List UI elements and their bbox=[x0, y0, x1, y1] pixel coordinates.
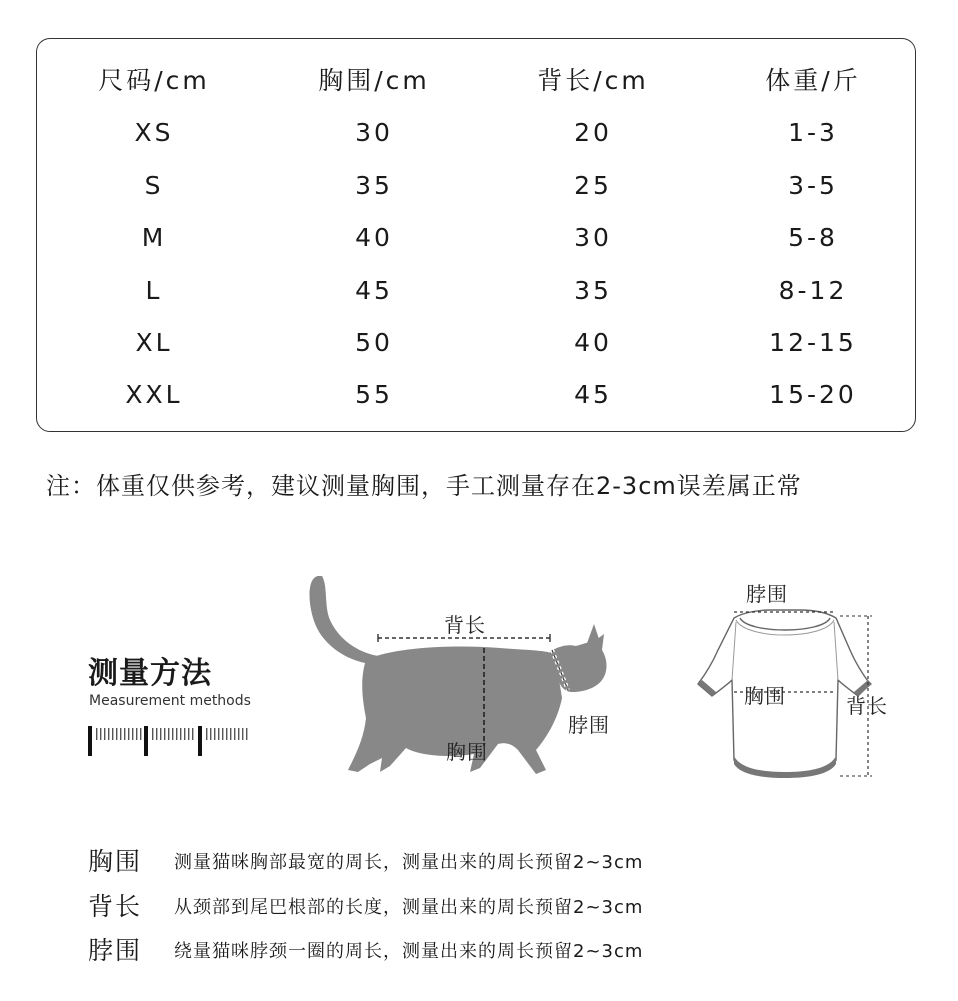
definition-term: 脖围 bbox=[88, 936, 143, 965]
shirt-chest-label: 胸围 bbox=[744, 684, 786, 708]
cat-neck-label: 脖围 bbox=[568, 713, 610, 737]
table-cell: XXL bbox=[125, 380, 183, 409]
definition-text: 测量猫咪胸部最宽的周长，测量出来的周长预留2~3cm bbox=[174, 852, 644, 873]
header-weight: 体重/斤 bbox=[765, 66, 861, 95]
definition-text: 绕量猫咪脖颈一圈的周长，测量出来的周长预留2~3cm bbox=[174, 941, 644, 962]
table-cell: 20 bbox=[574, 118, 612, 147]
table-cell: L bbox=[145, 276, 163, 305]
definition-text: 从颈部到尾巴根部的长度，测量出来的周长预留2~3cm bbox=[174, 897, 644, 918]
table-cell: 30 bbox=[355, 118, 393, 147]
table-cell: 25 bbox=[574, 171, 612, 200]
table-cell: 45 bbox=[574, 380, 612, 409]
table-cell: 55 bbox=[355, 380, 393, 409]
ruler-icon bbox=[88, 720, 252, 758]
shirt-back-length-label: 背长 bbox=[846, 694, 888, 718]
table-cell: XS bbox=[134, 118, 174, 147]
shirt-neck-label: 脖围 bbox=[746, 582, 788, 606]
table-cell: 3-5 bbox=[788, 171, 838, 200]
definition-term: 胸围 bbox=[88, 847, 143, 876]
cat-chest-label: 胸围 bbox=[446, 740, 488, 764]
table-cell: XL bbox=[135, 328, 173, 357]
table-cell: 45 bbox=[355, 276, 393, 305]
table-cell: 30 bbox=[574, 223, 612, 252]
method-title: 测量方法 bbox=[88, 656, 212, 691]
weight-note: 注：体重仅供参考，建议测量胸围，手工测量存在2-3cm误差属正常 bbox=[46, 472, 802, 500]
table-cell: 40 bbox=[355, 223, 393, 252]
table-cell: 35 bbox=[355, 171, 393, 200]
table-cell: M bbox=[141, 223, 167, 252]
table-cell: 1-3 bbox=[788, 118, 838, 147]
table-cell: S bbox=[144, 171, 164, 200]
method-subtitle: Measurement methods bbox=[89, 693, 251, 709]
table-cell: 50 bbox=[355, 328, 393, 357]
size-table bbox=[36, 38, 916, 432]
cat-back-length-label: 背长 bbox=[444, 613, 486, 637]
table-cell: 5-8 bbox=[788, 223, 838, 252]
table-cell: 12-15 bbox=[769, 328, 857, 357]
table-cell: 35 bbox=[574, 276, 612, 305]
definition-term: 背长 bbox=[88, 892, 143, 921]
table-cell: 40 bbox=[574, 328, 612, 357]
header-back-length: 背长/cm bbox=[537, 66, 649, 95]
header-chest: 胸围/cm bbox=[318, 66, 430, 95]
header-size: 尺码/cm bbox=[98, 66, 210, 95]
table-cell: 8-12 bbox=[778, 276, 848, 305]
table-cell: 15-20 bbox=[769, 380, 857, 409]
